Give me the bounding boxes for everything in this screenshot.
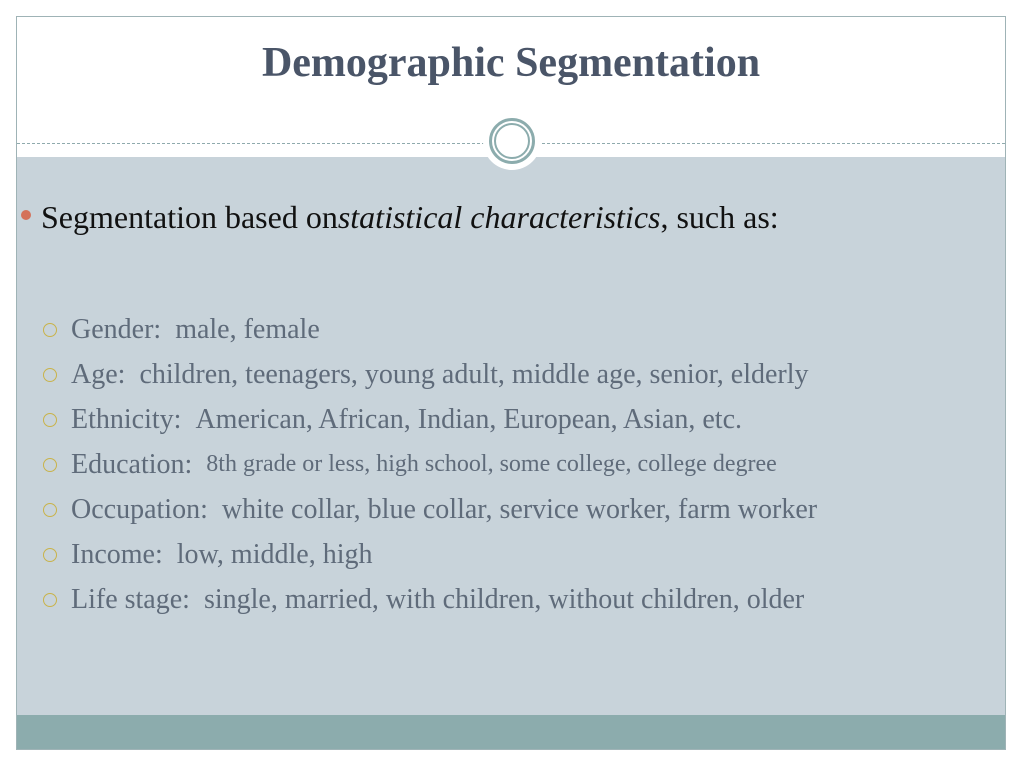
hollow-circle-icon [43, 323, 57, 337]
item-value: low, middle, high [176, 538, 373, 570]
main-bullet [17, 199, 779, 236]
item-value: children, teenagers, young adult, middle age, senior, elderly [139, 358, 809, 390]
item-value: white collar, blue collar, service worker, farm worker [221, 493, 818, 525]
list-item [43, 397, 817, 442]
item-label: Income: [71, 538, 163, 570]
hollow-circle-icon [43, 413, 57, 427]
list-item [43, 577, 817, 622]
slide-title: Demographic Segmentation [261, 40, 761, 86]
footer-bar [17, 715, 1005, 750]
hollow-circle-icon [43, 593, 57, 607]
item-value: American, African, Indian, European, Asian, etc. [195, 403, 743, 435]
item-value: single, married, with children, without children, older [203, 583, 805, 615]
double-ring-icon [483, 112, 541, 170]
hollow-circle-icon [43, 368, 57, 382]
list-item [43, 442, 817, 487]
hollow-circle-icon [43, 548, 57, 562]
list-item [43, 352, 817, 397]
slide [16, 16, 1006, 750]
list-item [43, 487, 817, 532]
item-label: Gender: [71, 313, 162, 345]
hollow-circle-icon [43, 503, 57, 517]
sub-bullet-list [43, 307, 817, 622]
main-bullet-prefix: Segmentation based on [41, 199, 338, 235]
item-value: 8th grade or less, high school, some college, college degree [206, 451, 777, 477]
list-item [43, 532, 817, 577]
item-label: Education: [71, 448, 193, 480]
main-bullet-suffix: , such as: [660, 199, 779, 235]
item-label: Age: [71, 358, 126, 390]
hollow-circle-icon [43, 458, 57, 472]
item-label: Life stage: [71, 583, 190, 615]
list-item [43, 307, 817, 352]
item-value: male, female [175, 313, 320, 345]
item-label: Occupation: [71, 493, 208, 525]
filled-dot-icon [21, 210, 31, 220]
item-label: Ethnicity: [71, 403, 182, 435]
main-bullet-emphasis: statistical characteristics [337, 199, 661, 235]
